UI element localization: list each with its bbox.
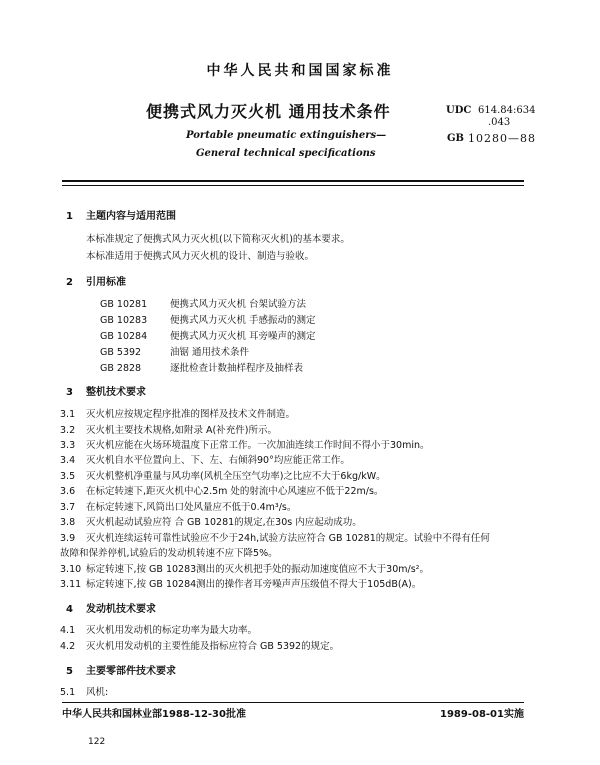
clause — [60, 452, 350, 466]
clause — [60, 468, 386, 482]
page-number: 122 — [88, 737, 106, 747]
section-3-heading — [66, 383, 146, 398]
reference-name: 便携式风力灭火机 手感振动的测定 — [170, 315, 316, 326]
clause — [60, 406, 295, 420]
section-number: 4 — [66, 604, 73, 615]
clause — [60, 684, 108, 698]
gb-label: GB — [447, 133, 464, 144]
clause-number: 3.2 — [60, 425, 76, 436]
clause-continuation — [60, 545, 278, 559]
udc-value-line1: 614.84:634 — [478, 105, 536, 116]
reference-code: GB 10284 — [100, 331, 148, 342]
clause-text: 灭火机用发动机的标定功率为最大功率。 — [86, 625, 258, 636]
section-5-heading — [66, 662, 176, 677]
section-title: 发动机技术要求 — [86, 604, 156, 615]
clause-number: 3.3 — [60, 440, 76, 451]
clause — [60, 514, 362, 528]
reference-name: 便携式风力灭火机 耳旁噪声的测定 — [170, 331, 316, 342]
clause — [60, 622, 257, 636]
gb-number: 10280—88 — [468, 132, 536, 145]
reference-name: 油锯 通用技术条件 — [170, 347, 250, 358]
clause — [60, 483, 383, 497]
clause-text: 标定转速下,按 GB 10283测出的灭火机把手处的振动加速度值应不大于30m/s²。 — [86, 564, 429, 575]
reference-item — [100, 360, 303, 374]
reference-item — [100, 296, 306, 310]
section-4-heading — [66, 600, 156, 615]
clause-number: 3.11 — [60, 579, 82, 590]
clause-text: 在标定转速下,距灭火机中心2.5m 处的射流中心风速应不低于22m/s。 — [86, 486, 384, 497]
clause — [60, 561, 429, 575]
clause — [60, 530, 490, 544]
clause — [60, 638, 339, 652]
reference-item — [100, 312, 316, 326]
clause-text: 标定转速下,按 GB 10284测出的操作者耳旁噪声声压级值不得大于105dB(A)。 — [86, 579, 422, 590]
reference-code: GB 5392 — [100, 347, 142, 358]
clause — [60, 576, 421, 590]
section-2-heading — [66, 273, 126, 288]
section-title: 整机技术要求 — [86, 387, 146, 398]
clause-text: 故障和保养停机,试验后的发动机转速不应下降5%。 — [60, 548, 278, 559]
document-title-cn: 便携式风力灭火机 通用技术条件 — [146, 102, 391, 121]
header-rule-thick — [62, 180, 524, 182]
clause-number: 4.2 — [60, 641, 76, 652]
clause-number: 3.6 — [60, 486, 76, 497]
clause-text: 灭火机应能在火场环境温度下正常工作。一次加油连续工作时间不得小于30min。 — [86, 440, 430, 451]
clause-number: 3.8 — [60, 517, 76, 528]
clause — [60, 437, 430, 451]
section-1-paragraph: 本标准适用于便携式风力灭火机的设计、制造与验收。 — [86, 251, 315, 262]
reference-code: GB 10281 — [100, 299, 148, 310]
section-title: 主题内容与适用范围 — [86, 211, 176, 222]
clause-text: 灭火机应按规定程序批准的图样及技术文件制造。 — [86, 409, 296, 420]
clause-text: 灭火机自水平位置向上、下、左、右倾斜90°均应能正常工作。 — [86, 455, 350, 466]
standard-body-title: 中华人民共和国国家标准 — [206, 63, 394, 79]
implementation-date: 1989-08-01实施 — [440, 709, 524, 720]
clause-text: 在标定转速下,风筒出口处风量应不低于0.4m³/s。 — [86, 502, 297, 513]
reference-name: 逐批检查计数抽样程序及抽样表 — [170, 363, 304, 374]
reference-name: 便携式风力灭火机 台架试验方法 — [170, 299, 307, 310]
clause-number: 3.7 — [60, 502, 76, 513]
section-number: 3 — [66, 387, 73, 398]
section-title: 主要零部件技术要求 — [86, 666, 176, 677]
clause-number: 4.1 — [60, 625, 76, 636]
clause-number: 3.1 — [60, 409, 76, 420]
clause-text: 灭火机用发动机的主要性能及指标应符合 GB 5392的规定。 — [86, 641, 340, 652]
section-number: 1 — [66, 211, 73, 222]
clause-number: 5.1 — [60, 687, 76, 698]
clause-number: 3.10 — [60, 564, 82, 575]
document-title-en-line1: Portable pneumatic extinguishers— — [186, 130, 387, 141]
udc-value-line2: .043 — [488, 117, 511, 128]
clause-number: 3.5 — [60, 471, 76, 482]
reference-code: GB 2828 — [100, 363, 142, 374]
document-title-en-line2: General technical specifications — [196, 148, 376, 159]
reference-item — [100, 328, 316, 342]
section-number: 2 — [66, 277, 73, 288]
section-1-paragraph: 本标准规定了便携式风力灭火机(以下简称灭火机)的基本要求。 — [86, 234, 350, 245]
clause — [60, 499, 296, 513]
clause-number: 3.4 — [60, 455, 76, 466]
footer-rule — [62, 702, 524, 703]
clause — [60, 422, 277, 436]
clause-text: 灭火机整机净重量与风功率(风机全压空气功率)之比应不大于6kg/kW。 — [86, 471, 386, 482]
section-1-heading — [66, 207, 176, 222]
header-rule-thin — [62, 185, 524, 186]
clause-text: 灭火机主要技术规格,如附录 A(补充件)所示。 — [86, 425, 277, 436]
section-number: 5 — [66, 666, 73, 677]
clause-text: 灭火机连续运转可靠性试验应不少于24h,试验方法应符合 GB 10281的规定。试验中不得有任何 — [86, 533, 490, 544]
clause-text: 灭火机起动试验应符 合 GB 10281的规定,在30s 内应起动成功。 — [86, 517, 362, 528]
udc-label: UDC — [446, 105, 472, 116]
reference-item — [100, 344, 249, 358]
reference-code: GB 10283 — [100, 315, 148, 326]
clause-text: 风机: — [86, 687, 109, 698]
clause-number: 3.9 — [60, 533, 76, 544]
section-title: 引用标准 — [86, 277, 126, 288]
approval-line: 中华人民共和国林业部1988-12-30批准 — [62, 709, 246, 720]
